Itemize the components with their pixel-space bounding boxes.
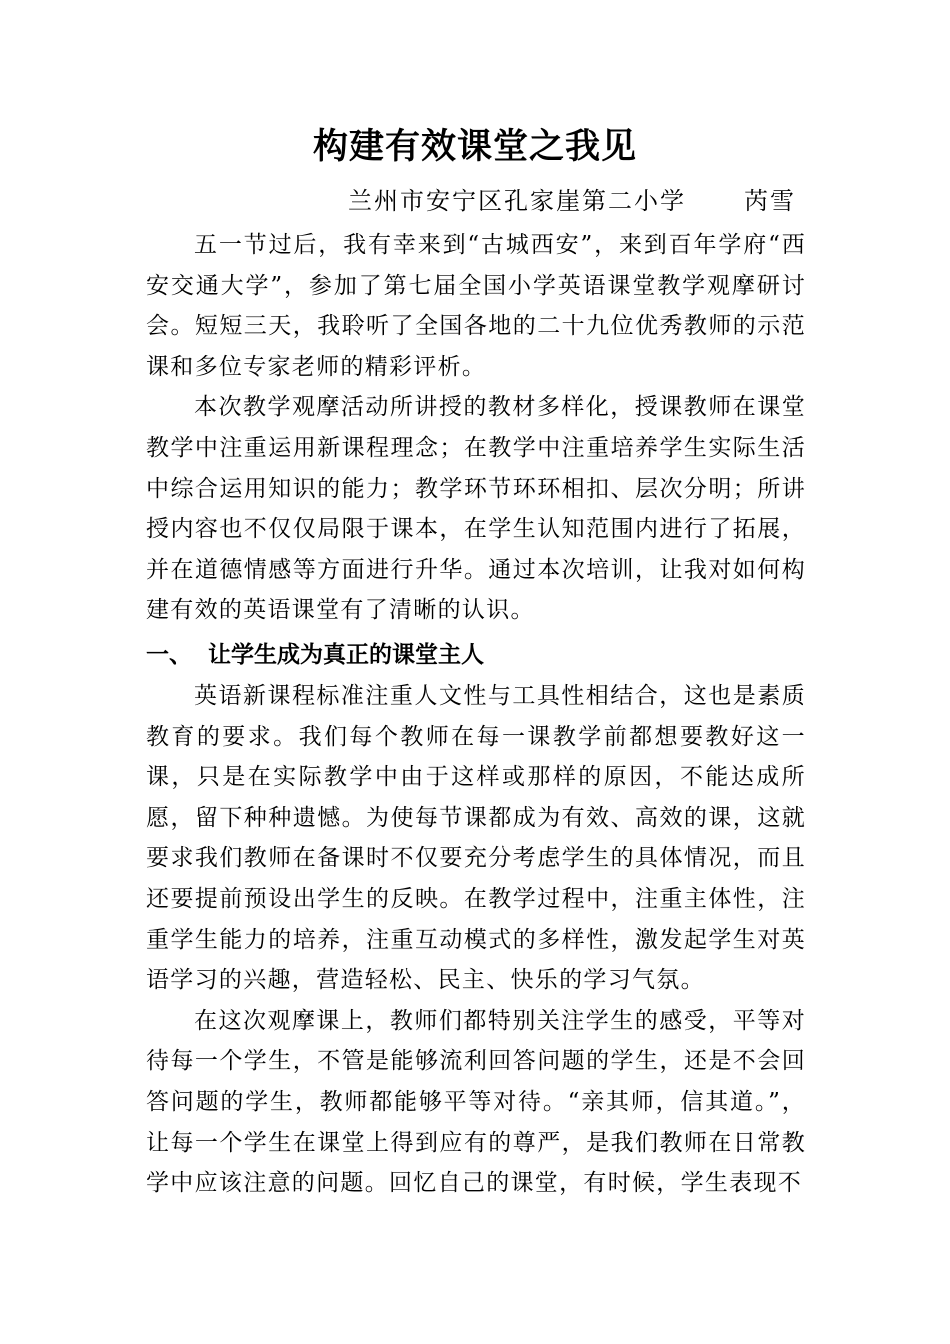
section-paragraph-1: 英语新课程标准注重人文性与工具性相结合，这也是素质教育的要求。我们每个教师在每一课教学前都想要教好这一课，只是在实际教学中由于这样或那样的原因，不能达成所愿，留下种种遗憾。为使每节课都成为有效、高效的课，这就要求我们教师在备课时不仅要充分考虑学生的具体情况，而且还要提前预设出学生的反映。在教学过程中，注重主体性，注重学生能力的培养，注重互动模式的多样性，激发起学生对英语学习的兴趣，营造轻松、民主、快乐的学习气氛。 bbox=[146, 683, 806, 994]
author-name: 芮雪 bbox=[744, 187, 796, 215]
author-line bbox=[0, 182, 796, 220]
intro-paragraph-1: 五一节过后，我有幸来到“古城西安”，来到百年学府“西安交通大学”，参加了第七届全国小学英语课堂教学观摩研讨会。短短三天，我聆听了全国各地的二十九位优秀教师的示范课和多位专家老师的精彩评析。 bbox=[146, 232, 806, 380]
intro-paragraph-2: 本次教学观摩活动所讲授的教材多样化，授课教师在课堂教学中注重运用新课程理念；在教学中注重培养学生实际生活中综合运用知识的能力；教学环节环环相扣、层次分明；所讲授内容也不仅仅局限于课本，在学生认知范围内进行了拓展，并在道德情感等方面进行升华。通过本次培训，让我对如何构建有效的英语课堂有了清晰的认识。 bbox=[146, 394, 806, 624]
section-1-body bbox=[146, 676, 806, 1204]
school-name: 兰州市安宁区孔家崖第二小学 bbox=[348, 187, 686, 215]
intro-section bbox=[146, 225, 806, 631]
document-title: 构建有效课堂之我见 bbox=[312, 126, 637, 167]
section-number: 一、 bbox=[146, 642, 192, 668]
section-heading-text: 让学生成为真正的课堂主人 bbox=[208, 642, 484, 668]
section-heading bbox=[146, 636, 484, 674]
section-paragraph-2: 在这次观摩课上，教师们都特别关注学生的感受，平等对待每一个学生，不管是能够流利回答问题的学生，还是不会回答问题的学生，教师都能够平等对待。“亲其师，信其道。”，让每一个学生在课堂上得到应有的尊严，是我们教师在日常教学中应该注意的问题。回忆自己的课堂，有时候，学生表现不 bbox=[146, 1007, 806, 1197]
